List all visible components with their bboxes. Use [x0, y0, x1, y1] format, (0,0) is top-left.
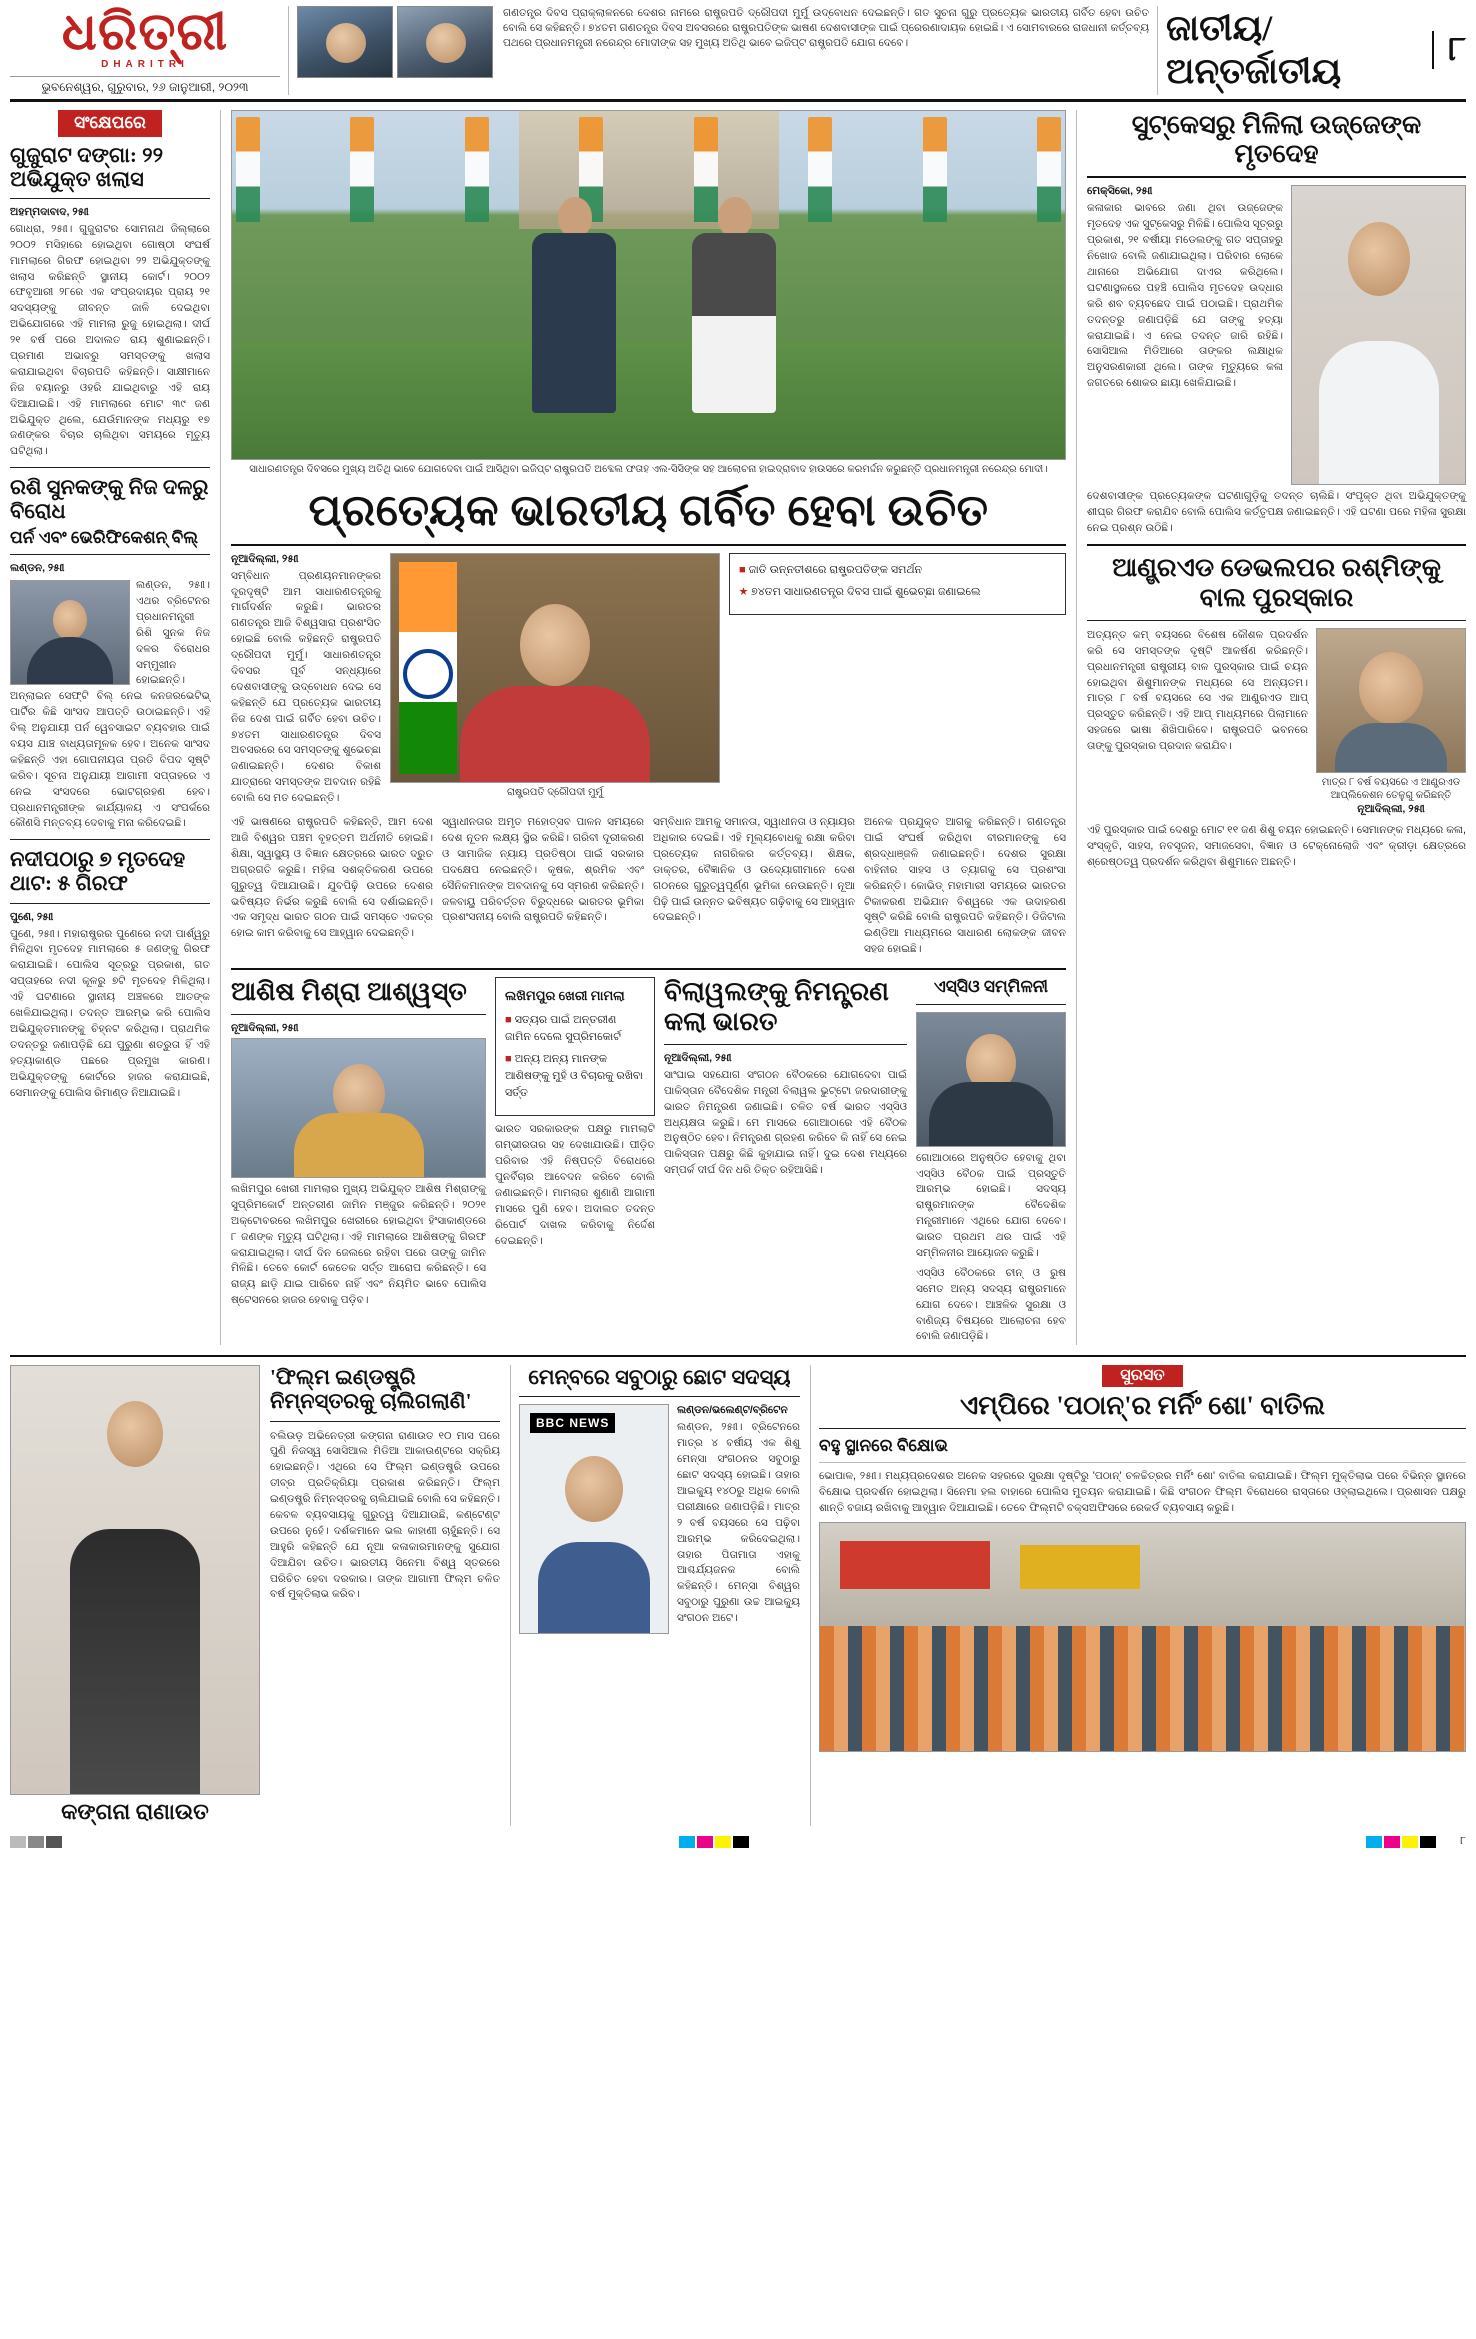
photo-kangana [10, 1365, 260, 1795]
brief-1-body: ଗୋଧ୍ରା, ୨୫ାୀ। ଗୁଜୁରାଟର ସୋମନାଥ ଜିଲ୍ଲାରେ ୨୦୦୨ ମସିହାରେ ହୋଇଥିବା ଗୋଷ୍ଠୀ ସଂଘର୍ଷ ମାମଲାରେ ଗିରଫ ହୋଇଥିବା ୨୨ ଅଭିଯୁକ୍ତଙ୍କୁ ଖଲାସ କରିଛନ୍ତି ସ୍ଥାନୀୟ କୋର୍ଟ। ୨୦୦୨ ଫେବୃଆରୀ ୨୮ରେ ଏକ ସଂପ୍ରଦାୟର ପ୍ରାୟ ୨୧ ସଦସ୍ୟଙ୍କୁ ଜୀବନ୍ତ ଜାଳି ଦେଇଥିବା ଅଭିଯୋଗରେ ଏହି ମାମଲା ରୁଜୁ ହୋଇଥିଲା। ଦୀର୍ଘ ୨୧ ବର୍ଷ ପରେ ଅଦାଲତ ରାୟ ଶୁଣାଇଛନ୍ତି। ପ୍ରମାଣ ଅଭାବରୁ ସମସ୍ତଙ୍କୁ ଖଲାସ କରାଯାଇଥିବା ବିଚାରପତି କହିଛନ୍ତି। ସାକ୍ଷୀମାନେ ନିଜ ବୟାନରୁ ଓହରି ଯାଇଥିବାରୁ ଏହି ରାୟ ଦିଆଯାଇଛି। ଏହି ମାମଲାରେ ମୋଟ ୩୯ ଜଣ ଅଭିଯୁକ୍ତ ଥିଲେ, ଯେଉଁମାନଙ୍କ ମଧ୍ୟରୁ ୧୭ ଜଣଙ୍କର ବିଚାର ଚାଲିଥିବା ସମୟରେ ମୃତ୍ୟୁ ଘଟିଥିଲା। [10, 222, 210, 458]
swatch-gray-3 [46, 1836, 62, 1848]
suitcase-body: କଳାକାର ଭାବରେ ଜଣା ଥିବା ଉଜ୍ଜେଙ୍କ ମୃତଦେହ ଏକ ସୁଟ୍‌କେସରୁ ମିଳିଛି। ପୋଲିସ ସୂତ୍ରରୁ ପ୍ରକାଶ, ୨୧ ବର୍ଷୀୟା ମଡେଲଙ୍କୁ ଗତ ସପ୍ତାହରୁ ନିଖୋଜ ବୋଲି ଜଣାଯାଇଥିଲା। ପରିବାର ଲୋକେ ଥାନାରେ ଅଭିଯୋଗ ଦାଏର କରିଥିଲେ। ଘଟଣାସ୍ଥଳରେ ପହଞ୍ଚି ପୋଲିସ ମୃତଦେହ ଉଦ୍ଧାର କରି ଶବ ବ୍ୟବଛେଦ ପାଇଁ ପଠାଇଛି। ପ୍ରାଥମିକ ତଦନ୍ତରୁ ଜଣାପଡ଼ିଛି ଯେ ତାଙ୍କୁ ହତ୍ୟା କରାଯାଇଛି। ଏ ନେଇ ତଦନ୍ତ ଜାରି ରହିଛି। ସୋସିଆଲ ମିଡିଆରେ ତାଙ୍କର ଲକ୍ଷାଧିକ ଅନୁସରଣକାରୀ ଥିଲେ। ତାଙ୍କ ମୃତ୍ୟୁରେ କଳା ଜଗତରେ ଶୋକର ଛାୟା ଖେଳିଯାଇଛି। [1087, 202, 1283, 390]
lakhimpur-bullet-2: ■ ଅନ୍ୟ ଅନ୍ୟ ମାନଙ୍କ ଆଶିଷଙ୍କୁ ମୁହଁ ଓ ବିଚାରକୁ ରଖିବା ସର୍ତ୍ତ [505, 1051, 645, 1102]
sco-body: ଗୋଆଠାରେ ଅନୁଷ୍ଠିତ ହେବାକୁ ଥିବା ଏସ୍‌ସିଓ ବୈଠକ ପାଇଁ ପ୍ରସ୍ତୁତି ଆରମ୍ଭ ହୋଇଛି। ସଦସ୍ୟ ରାଷ୍ଟ୍ରମାନଙ୍କ ବୈଦେଶିକ ମନ୍ତ୍ରୀମାନେ ଏଥିରେ ଯୋଗ ଦେବେ। ଭାରତ ପ୍ରଥମ ଥର ପାଇଁ ଏହି ସମ୍ମିଳନୀର ଆୟୋଜନ କରୁଛି। [916, 1151, 1066, 1259]
kangana-headline: 'ଫିଲ୍ମ ଇଣ୍ଡଷ୍ଟ୍ରି ନିମ୍ନସ୍ତରକୁ ଚାଲିଗଲାଣି' [270, 1365, 472, 1414]
lead-body-2: ଏହି ଭାଷଣରେ ରାଷ୍ଟ୍ରପତି କହିଛନ୍ତି, ଆମ ଦେଶ ଆଜି ବିଶ୍ୱର ପଞ୍ଚମ ବୃହତ୍ତମ ଅର୍ଥନୀତି ହୋଇଛି। ଶିକ୍ଷା, ସ୍ୱାସ୍ଥ୍ୟ ଓ ବିଜ୍ଞାନ କ୍ଷେତ୍ରରେ ଭାରତ ଦ୍ରୁତ ଅଗ୍ରଗତି କରୁଛି। ମହିଳା ସଶକ୍ତିକରଣ ଉପରେ ଗୁରୁତ୍ୱ ଦିଆଯାଉଛି। ଯୁବପିଢ଼ି ଉପରେ ଦେଶର ଭବିଷ୍ୟତ ନିର୍ଭର କରୁଛି ବୋଲି ସେ ଦର୍ଶାଇଛନ୍ତି। ଏକ ସମୃଦ୍ଧ ଭାରତ ଗଠନ ପାଇଁ ସମସ୍ତେ ଏକତ୍ର ହୋଇ କାମ କରିବାକୁ ସେ ଆହ୍ୱାନ ଦେଇଛନ୍ତି। [231, 816, 433, 940]
pathaan-subhead: ବହୁ ସ୍ଥାନରେ ବିକ୍ଷୋଭ [819, 1436, 948, 1456]
lead-body-columns [231, 553, 1066, 807]
center-column [220, 110, 1066, 1346]
photo-president-caption: ରାଷ୍ଟ୍ରପତି ଦ୍ରୌପଦୀ ମୁର୍ମୁ [506, 786, 604, 798]
ashish-body: ଲଖିମପୁର ଖେରୀ ମାମଲାର ମୁଖ୍ୟ ଅଭିଯୁକ୍ତ ଆଶିଷ ମିଶ୍ରାଙ୍କୁ ସୁପ୍ରିମକୋର୍ଟ ଅନ୍ତରୀଣ ଜାମିନ ମଞ୍ଜୁର କରିଛନ୍ତି। ୨୦୨୧ ଅକ୍ଟୋବରରେ ଲଖିମପୁର ଖେରୀରେ ହୋଇଥିବା ହିଂସାକାଣ୍ଡରେ ୮ ଜଣଙ୍କ ମୃତ୍ୟୁ ଘଟିଥିଲା। ଏହି ମାମଲାରେ ଆଶିଷଙ୍କୁ ଗିରଫ କରାଯାଇଥିଲା। ଦୀର୍ଘ ଦିନ ଜେଲରେ ରହିବା ପରେ ତାଙ୍କୁ ଜାମିନ ମିଳିଛି। ତେବେ କୋର୍ଟ କେତେକ ସର୍ତ୍ତ ଆରୋପ କରିଛନ୍ତି। ସେ ରାଜ୍ୟ ଛାଡ଼ି ଯାଇ ପାରିବେ ନାହିଁ ଏବଂ ନିୟମିତ ଭାବେ ପୋଲିସ ଷ୍ଟେସନରେ ହାଜର ହେବାକୁ ପଡ଼ିବ। [231, 1182, 486, 1307]
ashish-body-2: ଭାରତ ସରକାରଙ୍କ ପକ୍ଷରୁ ମାମଲାଟି ଗମ୍ଭୀରତାର ସହ ଦେଖାଯାଉଛି। ପୀଡ଼ିତ ପରିବାର ଏହି ନିଷ୍ପତ୍ତି ବିରୋଧରେ ପୁନର୍ବିଚାର ଆବେଦନ କରିବେ ବୋଲି ଜଣାଇଛନ୍ତି। ମାମଲାର ଶୁଣାଣି ଆଗାମୀ ମାସରେ ପୁଣି ହେବ। ଅଦାଲତ ତଦନ୍ତ ରିପୋର୍ଟ ଦାଖଲ କରିବାକୁ ନିର୍ଦ୍ଦେଶ ଦେଇଛନ୍ତି। [495, 1123, 655, 1247]
child-award-more: ଏହି ପୁରସ୍କାର ପାଇଁ ଦେଶରୁ ମୋଟ ୧୧ ଜଣ ଶିଶୁ ଚୟନ ହୋଇଛନ୍ତି। ସେମାନଙ୍କ ମଧ୍ୟରେ କଳା, ସଂସ୍କୃତି, ସାହସ, ନବସୃଜନ, ସମାଜସେବା, ବିଜ୍ଞାନ ଓ ଟେକ୍ନୋଲୋଜି ଏବଂ କ୍ରୀଡ଼ା କ୍ଷେତ୍ରରେ ଶ୍ରେଷ୍ଠତ୍ୱ ପ୍ରଦର୍ଶନ କରିଥିବା ଶିଶୁମାନେ ଅଛନ୍ତି। [1087, 823, 1466, 868]
suitcase-body-2: ଦେଶବାସୀଙ୍କ ପ୍ରତ୍ୟେକଙ୍କ ଘଟଣାଗୁଡ଼ିକୁ ତଦନ୍ତ ଚାଲିଛି। ସଂପୃକ୍ତ ଥିବା ଅଭିଯୁକ୍ତଙ୍କୁ ଶୀଘ୍ର ଗିରଫ କରାଯିବ ବୋଲି ପୋଲିସ କର୍ତ୍ତୃପକ୍ଷ ଜଣାଇଛନ୍ତି। ଏହି ଘଟଣା ପରେ ମହିଳା ସୁରକ୍ଷା ନେଇ ପ୍ରଶ୍ନ ଉଠିଛି। [1087, 490, 1466, 535]
story-ashish [231, 977, 486, 1345]
photo-protest-street [819, 1522, 1466, 1752]
photo-ashish-mishra [231, 1038, 486, 1178]
bbc-news-logo: BBC NEWS [530, 1413, 615, 1433]
mensa-body: ଲଣ୍ଡନ, ୨୫ାୀ। ବ୍ରିଟେନରେ ମାତ୍ର ୪ ବର୍ଷୀୟ ଏକ ଶିଶୁ ମେନ୍‌ସା ସଂଗଠନର ସବୁଠାରୁ ଛୋଟ ସଦସ୍ୟ ହୋଇଛି। ତାହାର ଆଇକ୍ୟୁ ୧୪୦ରୁ ଅଧିକ ବୋଲି ପରୀକ୍ଷାରେ ଜଣାପଡ଼ିଛି। ମାତ୍ର ୨ ବର୍ଷ ବୟସରେ ସେ ପଢ଼ିବା ଆରମ୍ଭ କରିଦେଇଥିଲା। ତାହାର ପିତାମାତା ଏହାକୁ ଆଶ୍ଚର୍ଯ୍ୟଜନକ ବୋଲି କହିଛନ୍ତି। ମେନ୍‌ସା ବିଶ୍ୱର ସବୁଠାରୁ ପୁରୁଣା ଉଚ୍ଚ ଆଇକ୍ୟୁ ସଂଗଠନ ଅଟେ। [677, 1421, 800, 1625]
photo-president-murmu [390, 553, 720, 783]
suitcase-headline: ସୁଟ୍‌କେସରୁ ମିଳିଲା ଉଜ୍ଜେଙ୍କ ମୃତଦେହ [1131, 109, 1422, 169]
swatch-black [733, 1836, 749, 1848]
kangana-name-tag: କଙ୍ଗନା ରାଣାଉତ [61, 1799, 209, 1825]
photo-modi-sisi [231, 110, 1066, 460]
lead-bullet-box [729, 553, 1066, 615]
right-column [1076, 110, 1466, 1346]
child-award-body: ଅତ୍ୟନ୍ତ କମ୍ ବୟସରେ ବିଶେଷ କୌଶଳ ପ୍ରଦର୍ଶନ କରି ସେ ସମସ୍ତଙ୍କ ଦୃଷ୍ଟି ଆକର୍ଷଣ କରିଛନ୍ତି। ପ୍ରଧାନମନ୍ତ୍ରୀ ରାଷ୍ଟ୍ରୀୟ ବାଳ ପୁରସ୍କାର ପାଇଁ ଚୟନ ହୋଇଥିବା ଶିଶୁମାନଙ୍କ ମଧ୍ୟରେ ସେ ଅନ୍ୟତମ। ମାତ୍ର ୮ ବର୍ଷ ବୟସରେ ସେ ଏକ ଆଣ୍ଡ୍ରଏଡ ଆପ୍ ପ୍ରସ୍ତୁତ କରିଛନ୍ତି। ଏହି ଆପ୍ ମାଧ୍ୟମରେ ପିଲାମାନେ ସହଜରେ ଭାଷା ଶିଖିପାରିବେ। ରାଷ୍ଟ୍ରପତି ଭବନରେ ତାଙ୍କୁ ପୁରସ୍କାର ପ୍ରଦାନ କରାଯିବ। [1087, 628, 1308, 753]
brief-3-body: ପୁଣେ, ୨୫ାୀ। ମହାରାଷ୍ଟ୍ରର ପୁଣେରେ ନଦୀ ପାର୍ଶ୍ୱରୁ ମିଳିଥିବା ମୃତଦେହ ମାମଲାରେ ୫ ଜଣଙ୍କୁ ଗିରଫ କରାଯାଇଛି। ପୋଲିସ ସୂତ୍ରରୁ ପ୍ରକାଶ, ଗତ ସପ୍ତାହରେ ନଦୀ କୂଳରୁ ୭ଟି ମୃତଦେହ ମିଳିଥିଲା। ଏହି ଘଟଣାରେ ସ୍ଥାନୀୟ ଅଞ୍ଚଳରେ ଆତଙ୍କ ଖେଳିଯାଇଥିଲା। ତଦନ୍ତ ଆରମ୍ଭ କରି ପୋଲିସ ଅଭିଯୁକ୍ତମାନଙ୍କୁ ଚିହ୍ନଟ କରିଥିଲା। ପ୍ରାଥମିକ ତଦନ୍ତରୁ ଜଣାପଡ଼ିଛି ଯେ ପୁରୁଣା ଶତ୍ରୁତା ହିଁ ଏହି ହତ୍ୟାକାଣ୍ଡ ପଛରେ ପ୍ରମୁଖ କାରଣ। ଅଭିଯୁକ୍ତଙ୍କୁ କୋର୍ଟରେ ହାଜର କରାଯାଇଛି, ସେମାନଙ୍କୁ ପୋଲିସ ରିମାଣ୍ଡ ନିଆଯାଇଛି। [10, 927, 210, 1099]
entertainment-label: ସୁରସତ [1102, 1365, 1182, 1387]
brief-2-subhead: ପର୍ନ ଏବଂ ଭେରିଫିକେଶନ୍ ବିଲ୍ [10, 527, 199, 547]
sco-headline: ଏସ୍‌ସିଓ ସମ୍ମିଳନୀ [933, 977, 1049, 997]
brief-2-headline: ରଶି ସୁନକଙ୍କୁ ନିଜ ଦଳରୁ ବିରୋଧ [10, 475, 209, 524]
photo-child-caption: ମାତ୍ର ୮ ବର୍ଷ ବୟସରେ ଏ ଆଣ୍ଡ୍ରଏଡ ଆପ୍ଲିକେଶନ ତେଳୁଗୁ କରିଛନ୍ତି [1321, 776, 1461, 802]
teaser-text: ଗଣତନ୍ତ୍ର ଦିବସ ପ୍ରାକ୍ଲାଳନରେ ଦେଶର ନାମରେ ରାଷ୍ଟ୍ରପତି ଦ୍ରୌପଦୀ ମୁର୍ମୁ ଉଦ୍ବୋଧନ ଦେଇଛନ୍ତି। ଗତ ସୁଚନା ଗୁରୁ ପ୍ରତ୍ୟେକ ଭାରତୀୟ ଗର୍ବିତ ହେବା ଉଚିତ ବୋଲି ସେ କହିଛନ୍ତି। ୭୪ତମ ଗଣତନ୍ତ୍ର ଦିବସ ଅବସରରେ ରାଷ୍ଟ୍ରପତିଙ୍କ ଭାଷଣ ଦେଶବାସୀଙ୍କ ପାଇଁ ପ୍ରେରଣାଦାୟକ ହୋଇଛି। ଏ ସୋମବାରରେ ରାଜଧାନୀ କର୍ତ୍ତବ୍ୟ ପଥରେ ପ୍ରଧାନମନ୍ତ୍ରୀ ନରେନ୍ଦ୍ର ମୋଦୀଙ୍କ ସହ ମୁଖ୍ୟ ଅତିଥି ଭାବେ ଇଜିପ୍ଟ ରାଷ୍ଟ୍ରପତି ଯୋଗ ଦେବେ। [503, 7, 1149, 50]
lead-body-4: ସମ୍ବିଧାନ ଆମକୁ ସମାନତା, ସ୍ୱାଧୀନତା ଓ ନ୍ୟାୟର ଅଧିକାର ଦେଇଛି। ଏହି ମୂଲ୍ୟବୋଧକୁ ରକ୍ଷା କରିବା ପ୍ରତ୍ୟେକ ନାଗରିକର କର୍ତ୍ତବ୍ୟ। ଶିକ୍ଷକ, ଡାକ୍ତର, ବୈଜ୍ଞାନିକ ଓ ଉଦ୍ୟୋଗୀମାନେ ଦେଶ ଗଠନରେ ଗୁରୁତ୍ୱପୂର୍ଣ୍ଣ ଭୂମିକା ନେଉଛନ୍ତି। ନୂଆ ପିଢ଼ି ପାଇଁ ଉନ୍ନତ ଭବିଷ୍ୟତ ଗଢ଼ିବାକୁ ସେ ଆହ୍ୱାନ ଦେଇଛନ୍ତି। [653, 816, 856, 924]
lead-body-columns-2 [231, 815, 1066, 958]
brief-3-headline: ନଦୀପଠାରୁ ୭ ମୃତଦେହ ଥାଟ: ୫ ଗିରଫ [10, 847, 186, 896]
photo-rishi-sunak [10, 580, 130, 685]
section-title: ଜାତୀୟ/ଅନ୍ତର୍ଜାତୀୟ [1166, 8, 1342, 92]
lead-col-2 [390, 553, 720, 807]
lead-body-5: ଅନେକ ପ୍ରଯୁକ୍ତ ଆଗକୁ କରିଛନ୍ତି। ଗଣତନ୍ତ୍ର ପାଇଁ ସଂଘର୍ଷ କରିଥିବା ବୀରମାନଙ୍କୁ ସେ ଶ୍ରଦ୍ଧାଞ୍ଜଳି ଜଣାଇଛନ୍ତି। ଦେଶର ସୁରକ୍ଷା ବାହିନୀର ସାହସ ଓ ତ୍ୟାଗକୁ ସେ ପ୍ରଶଂସା କରିଛନ୍ତି। କୋଭିଡ୍ ମହାମାରୀ ସମୟରେ ଭାରତର ଟିକାକରଣ ଅଭିଯାନ ବିଶ୍ୱରେ ଏକ ଉଦାହରଣ ସୃଷ୍ଟି କରିଛି ବୋଲି ରାଷ୍ଟ୍ରପତି କହିଛନ୍ତି। ଡିଜିଟାଲ ଇଣ୍ଡିଆ ମାଧ୍ୟମରେ ସାଧାରଣ ଲୋକଙ୍କ ଜୀବନ ସହଜ ହୋଇଛି। [864, 816, 1066, 956]
brief-3-dateline: ପୁଣେ, ୨୫ାୀ [10, 910, 54, 923]
lead-dateline: ନୂଆଦିଲ୍ଲୀ, ୨୫ାୀ [231, 552, 299, 565]
lead-col-3 [729, 553, 1066, 807]
suitcase-dateline: ମେକ୍ସିକୋ, ୨୫ାୀ [1087, 185, 1153, 198]
entertainment-section [10, 1355, 1466, 1825]
lead-bullet-1: ■ ଜାତି ଉନ୍ନତୀଶରେ ରାଷ୍ଟ୍ରପତିଙ୍କ ସମର୍ଥନ [739, 562, 1056, 579]
brief-1-headline: ଗୁଜୁରାଟ ଦଙ୍ଗା: ୨୨ ଅଭିଯୁକ୍ତ ଖଲାସ [10, 142, 164, 191]
lead-headline-wrap [231, 486, 1066, 537]
section-header [1166, 6, 1466, 95]
child-award-headline: ଆଣ୍ଡ୍ରଏଡ ଡେଭଲପର ରଶ୍ମିଙ୍କୁ ବାଲ ପୁରସ୍କାର [1112, 553, 1441, 612]
swatch-magenta [697, 1836, 713, 1848]
swatch-yellow-2 [1402, 1836, 1418, 1848]
print-registration-bar [10, 1834, 1466, 1850]
swatch-magenta-2 [1384, 1836, 1400, 1848]
pathaan-body: ଭୋପାଳ, ୨୫ାୀ। ମଧ୍ୟପ୍ରଦେଶର ଅନେକ ସହରରେ ସୁରକ୍ଷା ଦୃଷ୍ଟିରୁ 'ପଠାନ୍‌' ଚଳଚ୍ଚିତ୍ରର ମର୍ନିଂ ଶୋ' ବାତିଲ କରାଯାଇଛି। ଫିଲ୍ମ ମୁକ୍ତିଲାଭ ପରେ ବିଭିନ୍ନ ସ୍ଥାନରେ ବିକ୍ଷୋଭ ପ୍ରଦର୍ଶନ ହୋଇଥିଲା। ସିନେମା ହଲ ବାହାରେ ପୋଲିସ ମୁତୟନ କରାଯାଇଛି। କିଛି ସଂଗଠନ ଫିଲ୍ମ ବିରୋଧରେ ରାସ୍ତାରେ ଓହ୍ଲାଇଥିଲେ। ପ୍ରଶାସନ ପକ୍ଷରୁ ଶାନ୍ତି ବଜାୟ ରଖିବାକୁ ଆହ୍ୱାନ ଦିଆଯାଇଛି। ତେବେ ଫିଲ୍ମଟି ବକ୍ସଅଫିସରେ ରେକର୍ଡ ବ୍ୟବସାୟ କରୁଛି। [819, 1469, 1466, 1514]
kangana-body: ବଲିଉଡ଼ ଅଭିନେତ୍ରୀ କଙ୍ଗନା ରାଣାଉତ ୧୦ ମାସ ପରେ ପୁଣି ନିଜସ୍ୱ ସୋସିଆଲ ମିଡିଆ ଆକାଉଣ୍ଟରେ ସକ୍ରିୟ ହୋଇଛନ୍ତି। ଏଥିରେ ସେ ଫିଲ୍ମ ଇଣ୍ଡଷ୍ଟ୍ରି ଉପରେ ତୀବ୍ର ପ୍ରତିକ୍ରିୟା ପ୍ରକାଶ କରିଛନ୍ତି। ଫିଲ୍ମ ଇଣ୍ଡଷ୍ଟ୍ରି ନିମ୍ନସ୍ତରକୁ ଚାଲିଯାଇଛି ବୋଲି ସେ କହିଛନ୍ତି। କେବଳ ବ୍ୟବସାୟକୁ ଗୁରୁତ୍ୱ ଦିଆଯାଉଛି, କଣ୍ଟେଣ୍ଟ ଉପରେ ନୁହେଁ। ଦର୍ଶକମାନେ ଭଲ କାହାଣୀ ଚାହୁଁଛନ୍ତି। ସେ ଆହୁରି କହିଛନ୍ତି ଯେ ନୂଆ କଳାକାରମାନଙ୍କୁ ସୁଯୋଗ ଦିଆଯିବା ଉଚିତ। ଭାରତୀୟ ସିନେମା ବିଶ୍ୱ ସ୍ତରରେ ପରିଚିତ ହେବା ଦରକାର। ତାଙ୍କ ଆଗାମୀ ଫିଲ୍ମ ଚଳିତ ବର୍ଷ ମୁକ୍ତିଲାଭ କରିବ। [270, 1429, 500, 1601]
lakhimpur-box-title: ଲଖିମପୁର ଖେରୀ ମାମଲା [505, 988, 625, 1004]
photo-bbc-child [519, 1404, 669, 1634]
bilawal-body-2: ଏସ୍‌ସିଓ ବୈଠକରେ ଚୀନ୍ ଓ ରୁଷ ସମେତ ଅନ୍ୟ ସଦସ୍ୟ ରାଷ୍ଟ୍ରମାନେ ଯୋଗ ଦେବେ। ଆଞ୍ଚଳିକ ସୁରକ୍ଷା ଓ ବାଣିଜ୍ୟ ବିଷୟରେ ଆଲୋଚନା ହେବ ବୋଲି ଜଣାପଡ଼ିଛି। [916, 1266, 1066, 1343]
page-number-top: ୮ [1432, 31, 1466, 69]
mensa-headline: ମେନ୍‌ବରେ ସବୁଠାରୁ ଛୋଟ ସଦସ୍ୟ [528, 1365, 791, 1390]
swatch-black-2 [1420, 1836, 1436, 1848]
kangana-photo-block [10, 1365, 260, 1825]
lead-col-1 [231, 553, 381, 807]
lead-headline: ପ୍ରତ୍ୟେକ ଭାରତୀୟ ଗର୍ବିତ ହେବା ଉଚିତ [308, 486, 989, 536]
swatch-cyan [679, 1836, 695, 1848]
lead-body-3: ସ୍ୱାଧୀନତାର ଅମୃତ ମହୋତ୍ସବ ପାଳନ ସମୟରେ ଦେଶ ନୂତନ ଲକ୍ଷ୍ୟ ସ୍ଥିର କରିଛି। ଗରିବୀ ଦୂରୀକରଣ ଓ ସାମାଜିକ ନ୍ୟାୟ ପ୍ରତିଷ୍ଠା ପାଇଁ ସରକାର ପଦକ୍ଷେପ ନେଇଛନ୍ତି। କୃଷକ, ଶ୍ରମିକ ଏବଂ ସୈନିକମାନଙ୍କ ଅବଦାନକୁ ସେ ସ୍ମରଣ କରିଛନ୍ତି। ଜଳବାୟୁ ପରିବର୍ତ୍ତନ ବିରୁଦ୍ଧରେ ଭାରତର ଭୂମିକା ପ୍ରଶଂସନୀୟ ବୋଲି ରାଷ୍ଟ୍ରପତି କହିଛନ୍ତି। [442, 816, 644, 924]
mensa-story [510, 1365, 800, 1825]
bilawal-headline: ବିଲାୱଲଙ୍କୁ ନିମନ୍ତ୍ରଣ କଲା ଭାରତ [664, 977, 889, 1036]
swatch-gray-2 [28, 1836, 44, 1848]
lead-body-1: ସମ୍ବିଧାନ ପ୍ରଣୟନମାନଙ୍କର ଦୂରଦୃଷ୍ଟି ଆମ ସାଧାରଣତନ୍ତ୍ରକୁ ମାର୍ଗଦର୍ଶନ କରୁଛି। ଭାରତର ଗଣତନ୍ତ୍ର ଆଜି ବିଶ୍ୱସାରା ପ୍ରଶଂସିତ ହୋଇଛି ବୋଲି କହିଛନ୍ତି ରାଷ୍ଟ୍ରପତି ଦ୍ରୌପଦୀ ମୁର୍ମୁ। ସାଧାରଣତନ୍ତ୍ର ଦିବସର ପୂର୍ବ ସନ୍ଧ୍ୟାରେ ଦେଶବାସୀଙ୍କୁ ଉଦ୍ବୋଧନ ଦେଇ ସେ କହିଛନ୍ତି ଯେ ପ୍ରତ୍ୟେକ ଭାରତୀୟ ନିଜ ଦେଶ ପାଇଁ ଗର୍ବିତ ହେବା ଉଚିତ। ୭୪ତମ ସାଧାରଣତନ୍ତ୍ର ଦିବସ ଅବସରରେ ସେ ସମସ୍ତଙ୍କୁ ଶୁଭେଚ୍ଛା ଜଣାଇଛନ୍ତି। ଦେଶର ବିକାଶ ଯାତ୍ରାରେ ସମସ୍ତଙ୍କ ଅବଦାନ ରହିଛି ବୋଲି ସେ ମତ ଦେଇଛନ୍ତି। [231, 569, 381, 805]
story-ashish-cont [495, 977, 655, 1345]
photo-modi-sisi-caption: ସାଧାରଣତନ୍ତ୍ର ଦିବସରେ ମୁଖ୍ୟ ଅତିଥି ଭାବେ ଯୋଗଦେବା ପାଇଁ ଆସିଥିବା ଇଜିପ୍ଟ ରାଷ୍ଟ୍ରପତି ଅବ୍ଦେଲ ଫତାହ ଏଲ-ସିସିଙ୍କ ସହ ଆଲୋଚନା ହାଇଦ୍ରାବାଦ ହାଉସରେ କରମର୍ଦ୍ଦନ କରୁଛନ୍ତି ପ୍ରଧାନମନ୍ତ୍ରୀ ନରେନ୍ଦ୍ର ମୋଦୀ। [249, 463, 1048, 475]
masthead [10, 6, 1466, 102]
mid-lower-stories [231, 977, 1066, 1345]
teaser-photo-2 [397, 6, 493, 78]
ashish-dateline: ନୂଆଦିଲ୍ଲୀ, ୨୫ାୀ [231, 1021, 299, 1034]
bilawal-body: ସାଂଘାଇ ସହଯୋଗ ସଂଗଠନ ବୈଠକରେ ଯୋଗଦେବା ପାଇଁ ପାକିସ୍ତାନ ବୈଦେଶିକ ମନ୍ତ୍ରୀ ବିଲାୱଲ ଭୁଟ୍ଟୋ ଜରଦାରୀଙ୍କୁ ଭାରତ ନିମନ୍ତ୍ରଣ ଜଣାଇଛି। ଚଳିତ ବର୍ଷ ଭାରତ ଏସ୍‌ସିଓ ଅଧ୍ୟକ୍ଷତା କରୁଛି। ମେ ମାସରେ ଗୋଆଠାରେ ଏହି ବୈଠକ ଅନୁଷ୍ଠିତ ହେବ। ନିମନ୍ତ୍ରଣ ଗ୍ରହଣ କରିବେ କି ନାହିଁ ସେ ନେଇ ପାକିସ୍ତାନ ପକ୍ଷରୁ କିଛି କୁହାଯାଇ ନାହିଁ। ଦୁଇ ଦେଶ ମଧ୍ୟରେ ସମ୍ପର୍କ ଦୀର୍ଘ ଦିନ ଧରି ତିକ୍ତ ରହିଆସିଛି। [664, 1068, 907, 1177]
photo-child-awardee [1316, 628, 1466, 773]
publication-logo: ଧରିତ୍ରୀ [61, 4, 229, 61]
masthead-logo-block [10, 6, 280, 95]
brief-2-dateline: ଲଣ୍ଡନ, ୨୫ାୀ [10, 562, 65, 575]
ashish-headline: ଆଶିଷ ମିଶ୍ରା ଆଶ୍ୱସ୍ତ [231, 977, 467, 1007]
briefs-kicker: ସଂକ୍ଷେପରେ [58, 110, 162, 137]
main-columns [10, 110, 1466, 1346]
mensa-dateline: ଲଣ୍ଡନ/ଭଲେଣ୍ଟ/ବ୍ରିଟେନ [677, 1404, 788, 1417]
swatch-gray [10, 1836, 26, 1848]
story-bilawal [664, 977, 907, 1345]
publication-logo-roman: DHARITRI [101, 58, 189, 70]
bilawal-dateline: ନୂଆଦିଲ୍ଲୀ, ୨୫ାୀ [664, 1051, 732, 1064]
teaser-photo-group [297, 6, 497, 95]
photo-bilawal-bhutto [916, 1012, 1066, 1147]
issue-date: ଭୁବନେଶ୍ୱର, ଗୁରୁବାର, ୨୬ ଜାନୁଆରୀ, ୨୦୨୩ [10, 76, 280, 95]
pathaan-headline: ଏମ୍‌ପିରେ 'ପଠାନ୍‌'ର ମର୍ନିଂ ଶୋ' ବାତିଲ [959, 1391, 1326, 1421]
child-award-dateline: ନୂଆଦିଲ୍ଲୀ, ୨୫ାୀ [1357, 802, 1425, 815]
kangana-story [270, 1365, 500, 1825]
photo-model [1291, 185, 1466, 485]
teaser-photo-1 [297, 6, 393, 78]
swatch-cyan-2 [1366, 1836, 1382, 1848]
masthead-teaser [288, 6, 1158, 95]
story-sco [916, 977, 1066, 1345]
pathaan-story [810, 1365, 1466, 1825]
lakhimpur-bullet-1: ■ ସତ୍ୟର ପାଇଁ ଅନ୍ତରୀଣ ଜାମିନ ଦେଲେ ସୁପ୍ରିମକୋର୍ଟ [505, 1012, 645, 1046]
lead-bullet-2: ★ ୭୪ତମ ସାଧାରଣତନ୍ତ୍ର ଦିବସ ପାଇଁ ଶୁଭେଚ୍ଛା ଜଣାଇଲେ [739, 584, 1056, 601]
left-column [10, 110, 210, 1346]
brief-2-body: ଲଣ୍ଡନ, ୨୫ାୀ। ଏଥର ବ୍ରିଟେନର ପ୍ରଧାନମନ୍ତ୍ରୀ ରିଶି ସୁନକ ନିଜ ଦଳର ବିରୋଧର ସମ୍ମୁଖୀନ ହୋଇଛନ୍ତି। ଅନ୍‌ଲାଇନ ସେଫ୍ଟି ବିଲ୍ ନେଇ କନଜରଭେଟିଭ୍ ପାର୍ଟିର କିଛି ସାଂସଦ ଆପତ୍ତି ଉଠାଇଛନ୍ତି। ଏହି ବିଲ୍ ଅନୁଯାୟୀ ପର୍ନ ୱେବସାଇଟ ବ୍ୟବହାର ପାଇଁ ବୟସ ଯାଞ୍ଚ ବାଧ୍ୟତାମୂଳକ ହେବ। ଅନେକ ସାଂସଦ କହିଛନ୍ତି ଏହା ଗୋପନୀୟତା ପ୍ରତି ବିପଦ ସୃଷ୍ଟି କରିବ। ସୂଚନା ଅନୁଯାୟୀ ଆଗାମୀ ସପ୍ତାହରେ ଏ ନେଇ ସଂସଦରେ ଭୋଟଗ୍ରହଣ ହେବ। ପ୍ରଧାନମନ୍ତ୍ରୀଙ୍କ କାର୍ଯ୍ୟାଳୟ ଏ ସଂପର୍କରେ କୌଣସି ମନ୍ତବ୍ୟ ଦେବାକୁ ମନା କରିଦେଇଛି। [10, 579, 210, 830]
swatch-yellow [715, 1836, 731, 1848]
lakhimpur-box [495, 977, 655, 1116]
page-number-bottom: ୮ [1460, 1835, 1466, 1848]
brief-1-dateline: ଅହମ୍ମଦାବାଦ, ୨୫ାୀ [10, 205, 89, 218]
